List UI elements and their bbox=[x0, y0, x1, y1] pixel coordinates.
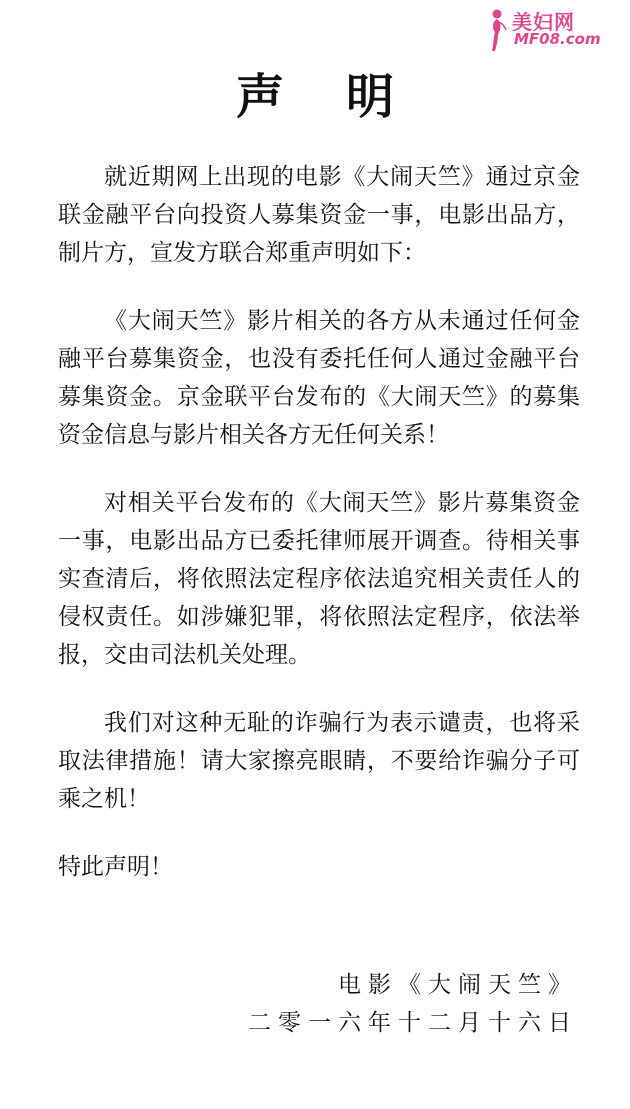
paragraph-investigation: 对相关平台发布的《大闹天竺》影片募集资金一事，电影出品方已委托律师展开调查。待相关事实查清后，将依照法定程序依法追究相关责任人的侵权责任。如涉嫌犯罪，将依照法定程序，依法举报，交由司法机关处理。 bbox=[58, 490, 580, 668]
site-watermark bbox=[486, 6, 616, 54]
woman-silhouette-icon bbox=[486, 8, 508, 52]
paragraph-intro: 就近期网上出现的电影《大闹天竺》通过京金联金融平台向投资人募集资金一事，电影出品方，制片方，宣发方联合郑重声明如下： bbox=[58, 164, 580, 266]
signature-block bbox=[248, 966, 578, 1042]
page-title: 声明 bbox=[235, 69, 456, 125]
signature-issuer: 电影《大闹天竺》 bbox=[338, 972, 578, 998]
watermark-domain: MF08.com bbox=[514, 30, 601, 48]
watermark-site-name: 美妇网 bbox=[512, 10, 575, 34]
paragraph-denial: 《大闹天竺》影片相关的各方从未通过任何金融平台募集资金，也没有委托任何人通过金融平台募集资金。京金联平台发布的《大闹天竺》的募集资金信息与影片相关各方无任何关系！ bbox=[58, 308, 580, 448]
statement-body bbox=[58, 158, 580, 886]
signature-date: 二零一六年十二月十六日 bbox=[248, 1010, 578, 1036]
closing-line: 特此声明！ bbox=[58, 854, 173, 880]
paragraph-warning: 我们对这种无耻的诈骗行为表示谴责，也将采取法律措施！请大家擦亮眼睛，不要给诈骗分子可乘之机！ bbox=[58, 710, 580, 812]
